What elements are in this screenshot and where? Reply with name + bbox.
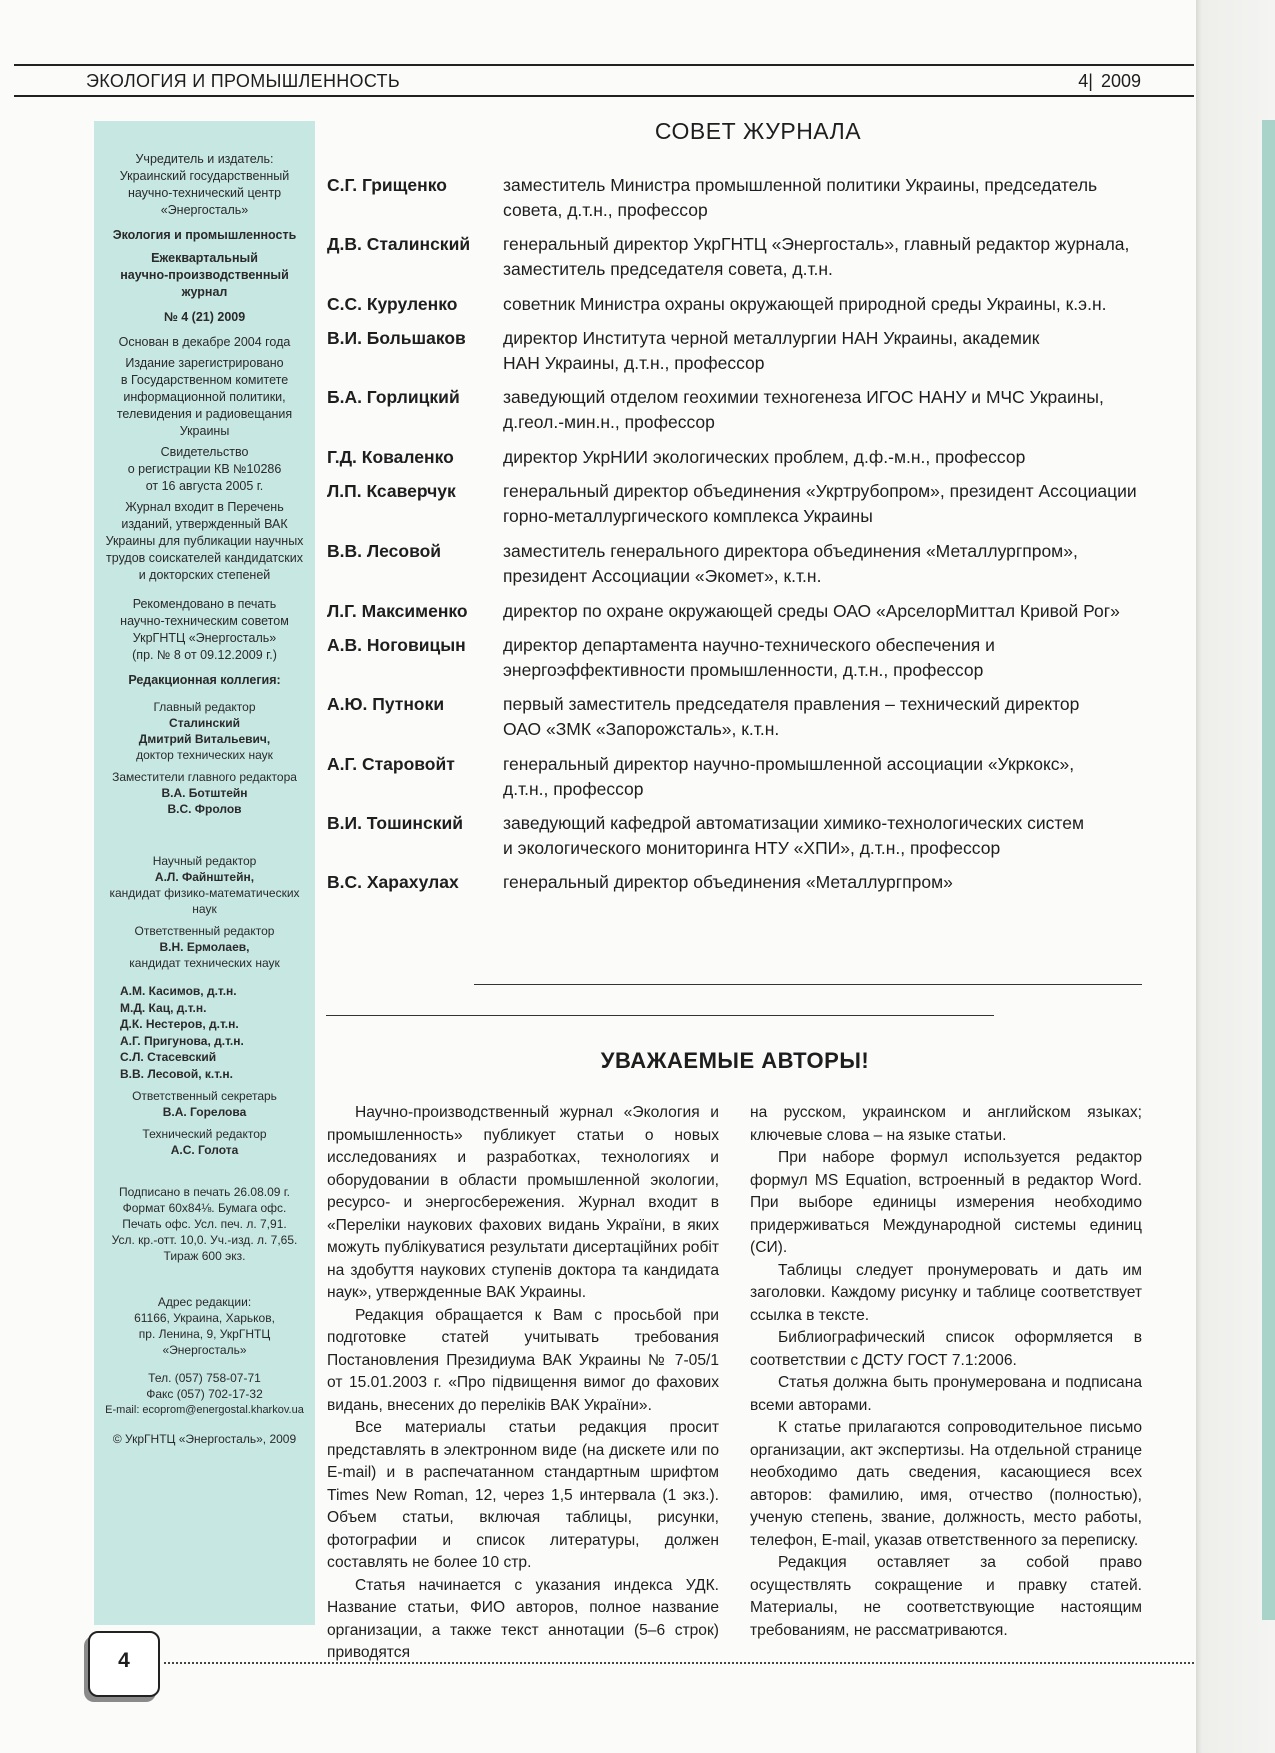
founder-line: научно-технический центр xyxy=(127,186,282,200)
board-member: С.Л. Стасевский xyxy=(120,1050,217,1064)
registration-line: в Государственном комитете xyxy=(120,373,289,387)
board-member: В.В. Лесовой, к.т.н. xyxy=(120,1066,233,1081)
council-title: СОВЕТ ЖУРНАЛА xyxy=(654,118,862,144)
footer-dotted-rule xyxy=(164,1662,1194,1664)
section-rule-lower xyxy=(326,1015,994,1016)
authors-column-left xyxy=(327,1102,719,1665)
journal-header-title: ЭКОЛОГИЯ И ПРОМЫШЛЕННОСТЬ xyxy=(86,71,400,91)
authors-paragraph: Редакция обращается к Вам с просьбой при подготовке статей учитывать требования Постановления Президиума ВАК Украины № 7-05/1 от 15.01.2003 г. «Про підвищення вимог до фахових видань, внесених до переліків ВАК України». xyxy=(327,1306,719,1414)
council-member-role-line: д.геол.-мин.н., профессор xyxy=(503,412,715,432)
council-member-role-line: советник Министра охраны окружающей природной среды Украины, к.э.н. xyxy=(503,294,1107,314)
authors-paragraph: Статья начинается с указания индекса УДК. Название статьи, ФИО авторов, полное название организации, а также текст аннотации (5–6 строк) приводятся xyxy=(327,1576,719,1661)
council-member-role xyxy=(503,811,1193,861)
page-number: 4 xyxy=(118,1649,130,1672)
header-issue-year: 2009 xyxy=(1100,71,1141,91)
council-member-role xyxy=(503,692,1193,742)
council-member-role-line: заведующий кафедрой автоматизации химико-технологических систем xyxy=(503,813,1084,833)
deputy-name: В.С. Фролов xyxy=(167,802,242,816)
authors-paragraph: на русском, украинском и английском языках; ключевые слова – на языке статьи. xyxy=(750,1104,1142,1144)
page-number-box xyxy=(88,1631,160,1697)
council-member-role-line: президент Ассоциации «Экомет», к.т.н. xyxy=(503,566,822,586)
journal-type xyxy=(96,250,313,301)
certificate-line: о регистрации КВ №10286 xyxy=(127,462,282,476)
chief-editor-name: Дмитрий Витальевич, xyxy=(138,732,271,746)
certificate-info xyxy=(96,444,313,495)
deputy-name: В.А. Ботштейн xyxy=(161,786,248,800)
council-member-name: А.Г. Старовойт xyxy=(327,754,455,774)
authors-paragraph: Библиографический список оформляется в соответствии с ДСТУ ГОСТ 7.1:2006. xyxy=(750,1329,1142,1369)
email: E-mail: ecoprom@energostal.kharkov.ua xyxy=(105,1404,304,1416)
council-member-role-line: генеральный директор УкрГНТЦ «Энергосталь», главный редактор журнала, xyxy=(503,234,1130,254)
council-member-role-line: генеральный директор объединения «Укртрубопром», президент Ассоциации xyxy=(503,481,1137,501)
council-member-role-line: и экологического мониторинга НТУ «ХПИ», д.т.н., профессор xyxy=(503,838,1001,858)
vak-line: Журнал входит в Перечень xyxy=(125,500,284,514)
council-member-name: В.И. Большаков xyxy=(327,328,466,348)
founder-line: Украинский государственный xyxy=(119,169,290,183)
copyright: © УкрГНТЦ «Энергосталь», 2009 xyxy=(112,1432,297,1446)
journal-type-line: научно-производственный xyxy=(120,268,289,282)
authors-column-right xyxy=(750,1102,1142,1642)
science-editor-name: А.Л. Файнштейн, xyxy=(154,870,255,884)
science-editor-degree: кандидат физико-математических наук xyxy=(109,886,300,916)
council-member-role xyxy=(503,870,1193,895)
council-member-role xyxy=(503,173,1193,223)
board-member: А.Г. Пригунова, д.т.н. xyxy=(120,1033,244,1048)
journal-type-line: журнал xyxy=(181,285,228,299)
recommended-line: Рекомендовано в печать xyxy=(132,597,277,611)
authors-paragraph: При наборе формул используется редактор формул MS Equation, встроенный в редактор Word. При выборе единицы измерения необходимо придерживаться Международной системы единиц (СИ). xyxy=(750,1149,1142,1256)
council-member-name: В.С. Харахулах xyxy=(327,872,459,892)
vak-line: изданий, утвержденный ВАК xyxy=(121,517,288,531)
council-member-name: С.С. Куруленко xyxy=(327,294,458,314)
council-member-role-line: заведующий отделом геохимии техногенеза ИГОС НАНУ и МЧС Украины, xyxy=(503,387,1104,407)
print-info-line: Печать офс. Усл. печ. л. 7,91. xyxy=(122,1217,287,1231)
council-member-name: Д.В. Сталинский xyxy=(327,234,471,254)
next-page-stripe xyxy=(1262,120,1275,1620)
board-heading: Редакционная коллегия: xyxy=(128,673,281,687)
council-member-role xyxy=(503,232,1193,282)
registration-line: Украины xyxy=(179,424,230,438)
founder-info xyxy=(96,151,313,219)
chief-editor-name: Сталинский xyxy=(169,716,240,730)
print-info-line: Усл. кр.-отт. 10,0. Уч.-изд. л. 7,65. xyxy=(111,1233,298,1247)
council-member-name: С.Г. Грищенко xyxy=(327,175,447,195)
chief-editor-degree: доктор технических наук xyxy=(136,748,273,762)
journal-name: Экология и промышленность xyxy=(112,228,297,242)
tech-editor-label: Технический редактор xyxy=(142,1127,267,1141)
secretary-label: Ответственный секретарь xyxy=(132,1089,277,1103)
imprint-sidebar xyxy=(94,121,315,1625)
founded-date: Основан в декабре 2004 года xyxy=(118,335,291,349)
council-member-role-line: заместитель генерального директора объединения «Металлургпром», xyxy=(503,541,1078,561)
council-member-name: В.В. Лесовой xyxy=(327,541,442,561)
address-label: Адрес редакции: xyxy=(157,1295,252,1309)
header-issue xyxy=(1078,71,1141,92)
founder-line: Учредитель и издатель: xyxy=(135,152,274,166)
council-member-role-line: директор Института черной металлургии НАН Украины, академик xyxy=(503,328,1040,348)
council-member-name: А.В. Ноговицын xyxy=(327,635,466,655)
council-member-name: Г.Д. Коваленко xyxy=(327,447,454,467)
council-member-role-line: заместитель Министра промышленной политики Украины, председатель xyxy=(503,175,1098,195)
vak-line: и докторских степеней xyxy=(138,568,271,582)
registration-info xyxy=(96,355,313,440)
resp-editor-label: Ответственный редактор xyxy=(134,924,275,938)
recommended-line: УкрГНТЦ «Энергосталь» xyxy=(132,631,277,645)
board-members xyxy=(94,983,315,1082)
council-member-role-line: первый заместитель председателя правления – технический директор xyxy=(503,694,1080,714)
council-member-role xyxy=(503,445,1193,470)
council-member-name: Л.Г. Максименко xyxy=(327,601,468,621)
council-member-role xyxy=(503,292,1193,317)
council-member-role-line: генеральный директор объединения «Металлургпром» xyxy=(503,872,953,892)
council-member-role xyxy=(503,326,1193,376)
founder-line: «Энергосталь» xyxy=(160,203,249,217)
council-member-role-line: совета, д.т.н., профессор xyxy=(503,200,708,220)
header-rule-bottom xyxy=(14,95,1194,97)
council-member-role xyxy=(503,633,1193,683)
issue-number: № 4 (21) 2009 xyxy=(163,310,246,324)
council-member-role xyxy=(503,479,1193,529)
board-member: А.М. Касимов, д.т.н. xyxy=(120,984,237,998)
recommended-line: научно-техническим советом xyxy=(120,614,289,628)
authors-paragraph: Все материалы статьи редакция просит представлять в электронном виде (на дискете или по E-mail) и в распечатанном стандартным шрифтом Times New Roman, 12, через 1,5 интервала (1 экз.). Объем статьи, включая таблицы, рисунки, фотографии и список литературы, должен составлять не более 10 стр. xyxy=(327,1419,719,1571)
authors-title: УВАЖАЕМЫЕ АВТОРЫ! xyxy=(600,1048,870,1073)
board-member: М.Д. Кац, д.т.н. xyxy=(120,1000,207,1015)
vak-info xyxy=(96,499,313,584)
council-member-role-line: генеральный директор научно-промышленной ассоциации «Укркокс», xyxy=(503,754,1075,774)
recommended-line: (пр. № 8 от 09.12.2009 г.) xyxy=(132,648,277,662)
registration-line: телевидения и радиовещания xyxy=(116,407,293,421)
council-member-role xyxy=(503,539,1193,589)
authors-paragraph: Редакция оставляет за собой право осуществлять сокращение и правку статей. Материалы, не соответствующие настоящим требованиям, не рассматриваются. xyxy=(750,1554,1142,1639)
authors-paragraph: Статья должна быть пронумерована и подписана всеми авторами. xyxy=(750,1374,1142,1414)
address-line: пр. Ленина, 9, УкрГНТЦ «Энергосталь» xyxy=(138,1327,271,1357)
header-issue-number: 4| xyxy=(1078,71,1093,91)
council-member-name: Б.А. Горлицкий xyxy=(327,387,460,407)
chief-editor-label: Главный редактор xyxy=(153,700,256,714)
science-editor-label: Научный редактор xyxy=(152,854,257,868)
authors-paragraph: Научно-производственный журнал «Экология и промышленность» публикует статьи о новых исследованиях и разработках, технологиях и оборудовании в области промышленной экологии, ресурсо- и энергосбережения. Журнал входит в «Переліки наукових фахових видань України, в яких можуть публікуватися результати дисертаційних робіт на здобуття наукових ступенів доктора та кандидата наук», утвержденные ВАК Украины. xyxy=(327,1104,719,1301)
deputies-label: Заместители главного редактора xyxy=(112,770,297,784)
council-member-role xyxy=(503,385,1193,435)
council-member-role-line: д.т.н., профессор xyxy=(503,779,644,799)
journal-type-line: Ежеквартальный xyxy=(151,251,258,265)
council-member-role-line: директор по охране окружающей среды ОАО «АрселорМиттал Кривой Рог» xyxy=(503,601,1120,621)
council-member-name: В.И. Тошинский xyxy=(327,813,464,833)
certificate-line: от 16 августа 2005 г. xyxy=(145,479,264,493)
resp-editor-degree: кандидат технических наук xyxy=(129,956,280,970)
resp-editor-name: В.Н. Ермолаев, xyxy=(159,940,250,954)
section-rule-upper xyxy=(474,984,1142,985)
print-info-line: Подписано в печать 26.08.09 г. xyxy=(118,1185,291,1199)
print-info-line: Формат 60х84⅛. Бумага офс. xyxy=(122,1201,287,1215)
address-line: 61166, Украина, Харьков, xyxy=(134,1311,275,1325)
board-member: Д.К. Нестеров, д.т.н. xyxy=(120,1017,239,1031)
secretary-name: В.А. Горелова xyxy=(162,1105,247,1119)
council-member-role-line: директор УкрНИИ экологических проблем, д.ф.-м.н., профессор xyxy=(503,447,1026,467)
council-member-role xyxy=(503,599,1193,624)
authors-paragraph: К статье прилагаются сопроводительное письмо организации, акт экспертизы. На отдельной странице необходимо дать сведения, касающиеся всех авторов: фамилию, имя, отчество (полностью), ученую степень, звание, должность, место работы, телефон, E-mail, указав ответственного за переписку. xyxy=(750,1419,1142,1549)
vak-line: трудов соискателей кандидатских xyxy=(106,551,303,565)
recommended-info xyxy=(96,596,313,664)
registration-line: Издание зарегистрировано xyxy=(125,356,284,370)
fax: Факс (057) 702-17-32 xyxy=(146,1387,263,1401)
council-member-role-line: директор департамента научно-технического обеспечения и xyxy=(503,635,995,655)
council-member-name: Л.П. Ксаверчук xyxy=(327,481,456,501)
print-info xyxy=(96,1184,313,1264)
council-member-role-line: горно-металлургического комплекса Украины xyxy=(503,506,873,526)
authors-paragraph: Таблицы следует пронумеровать и дать им заголовки. Каждому рисунку и таблице соответствует ссылка в тексте. xyxy=(750,1261,1142,1324)
tech-editor-name: А.С. Голота xyxy=(170,1143,239,1157)
registration-line: информационной политики, xyxy=(123,390,286,404)
council-member-role-line: заместитель председателя совета, д.т.н. xyxy=(503,259,833,279)
print-info-line: Тираж 600 экз. xyxy=(163,1249,246,1263)
council-member-role-line: энергоэффективности промышленности, д.т.н., профессор xyxy=(503,660,984,680)
header-rule-top xyxy=(14,64,1194,66)
phone: Тел. (057) 758-07-71 xyxy=(148,1371,261,1385)
council-member-name: А.Ю. Путноки xyxy=(327,694,445,714)
council-member-role xyxy=(503,752,1193,802)
certificate-line: Свидетельство xyxy=(160,445,249,459)
vak-line: Украины для публикации научных xyxy=(105,534,304,548)
council-member-role-line: ОАО «ЗМК «Запорожсталь», к.т.н. xyxy=(503,719,780,739)
council-member-role-line: НАН Украины, д.т.н., профессор xyxy=(503,353,765,373)
